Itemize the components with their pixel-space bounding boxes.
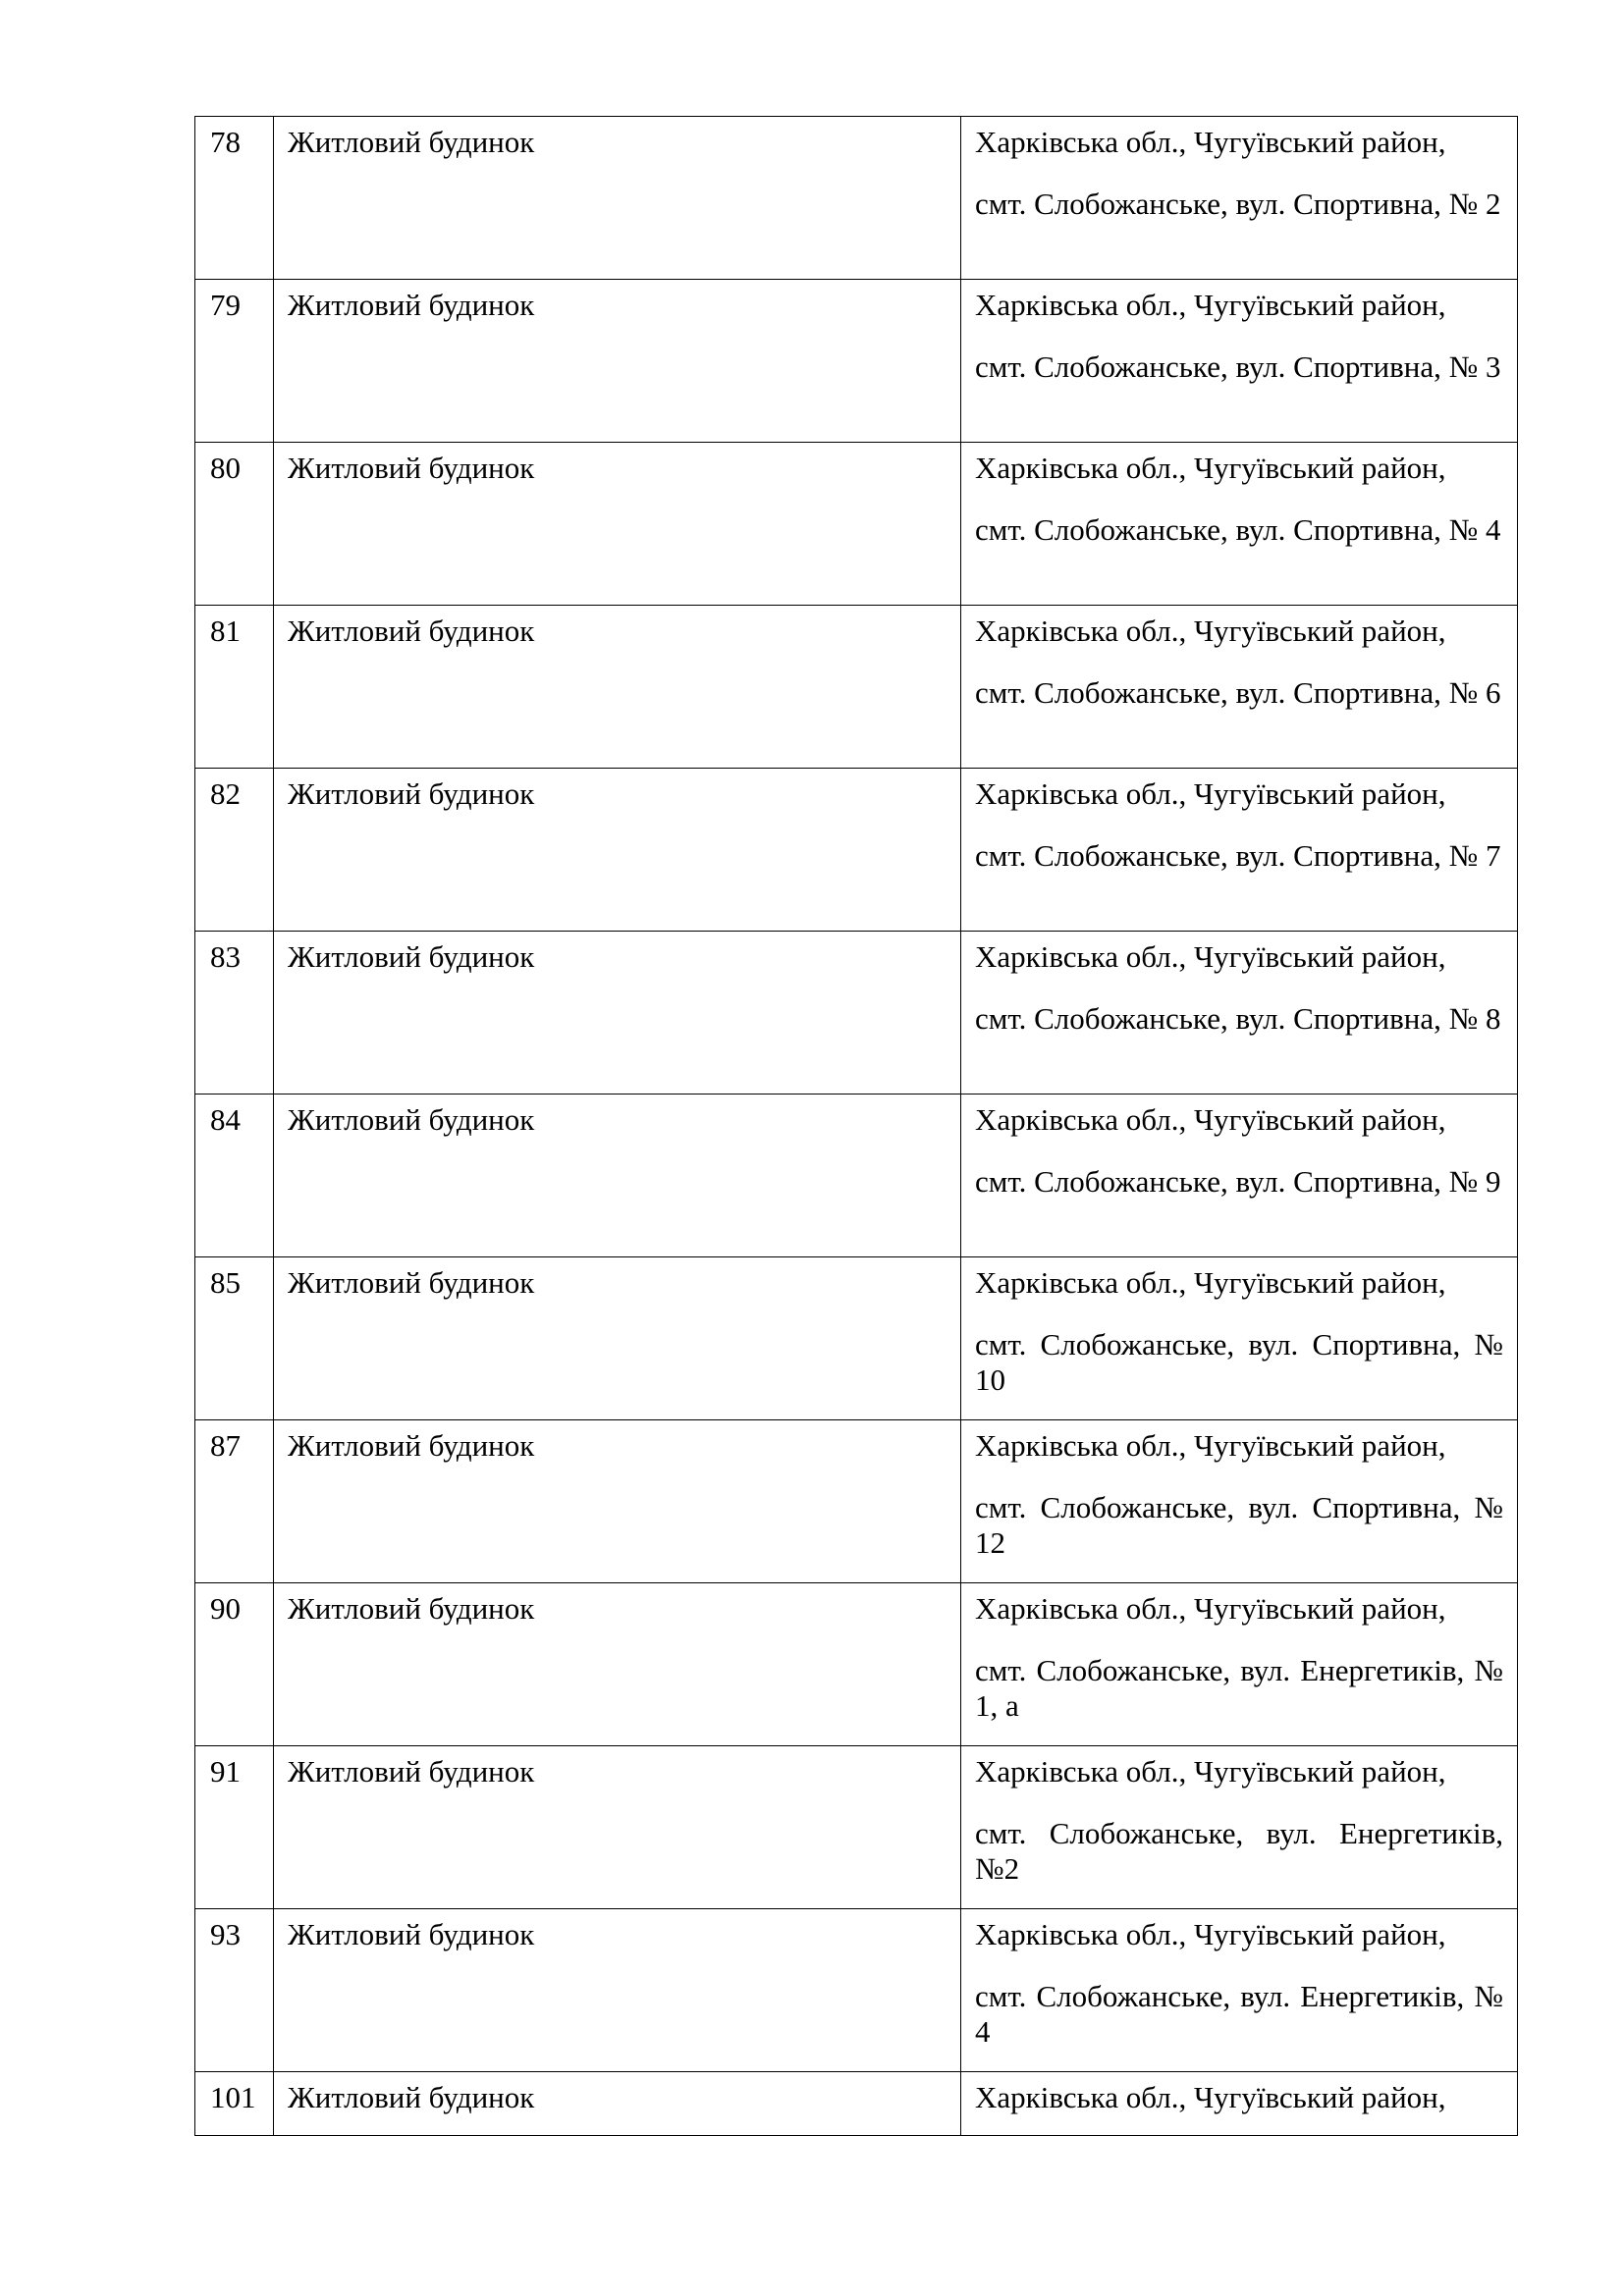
address-region: Харківська обл., Чугуївський район, [975,614,1446,648]
object-name: Житловий будинок [288,1428,535,1463]
row-number: 85 [210,1265,241,1300]
object-name: Житловий будинок [288,614,535,648]
object-name: Житловий будинок [288,1102,535,1137]
address-cell [961,932,1518,1095]
row-number-cell [195,769,274,932]
row-number-cell [195,1909,274,2072]
address-street: смт. Слобожанське, вул. Спортивна, № 8 [975,1001,1501,1036]
object-name-cell [274,117,961,280]
table-row [195,932,1518,1095]
row-number: 91 [210,1754,241,1789]
address-street: смт. Слобожанське, вул. Енергетиків, № 4 [975,1979,1503,2049]
row-number: 93 [210,1917,241,1951]
object-name: Житловий будинок [288,939,535,974]
address-region: Харківська обл., Чугуївський район, [975,776,1446,811]
row-number: 90 [210,1591,241,1626]
table-row [195,1420,1518,1583]
table-row [195,1909,1518,2072]
row-number-cell [195,1257,274,1420]
address-cell [961,1257,1518,1420]
table-row [195,117,1518,280]
object-name-cell [274,1095,961,1257]
object-name: Житловий будинок [288,451,535,485]
address-street: смт. Слобожанське, вул. Спортивна, № 7 [975,838,1501,873]
address-street: смт. Слобожанське, вул. Спортивна, № 6 [975,675,1501,710]
row-number: 81 [210,614,241,648]
object-name: Житловий будинок [288,288,535,322]
row-number: 78 [210,125,241,159]
table-row [195,1095,1518,1257]
table-row [195,769,1518,932]
object-name-cell [274,1420,961,1583]
object-name-cell [274,1909,961,2072]
row-number: 84 [210,1102,241,1137]
row-number-cell [195,1095,274,1257]
address-street: смт. Слобожанське, вул. Спортивна, № 2 [975,187,1501,221]
object-name: Житловий будинок [288,776,535,811]
object-name-cell [274,2072,961,2136]
address-region: Харківська обл., Чугуївський район, [975,1102,1446,1137]
object-name-cell [274,443,961,606]
object-name-cell [274,769,961,932]
table-row [195,280,1518,443]
row-number-cell [195,1583,274,1746]
address-region: Харківська обл., Чугуївський район, [975,1917,1446,1951]
row-number-cell [195,606,274,769]
object-name: Житловий будинок [288,1754,535,1789]
address-cell [961,606,1518,769]
address-region: Харківська обл., Чугуївський район, [975,1754,1446,1789]
row-number: 101 [210,2080,256,2114]
address-region: Харківська обл., Чугуївський район, [975,1265,1446,1300]
row-number: 82 [210,776,241,811]
address-cell [961,769,1518,932]
address-street: смт. Слобожанське, вул. Спортивна, № 10 [975,1327,1503,1397]
address-street: смт. Слобожанське, вул. Енергетиків, №2 [975,1816,1503,1886]
address-street: смт. Слобожанське, вул. Спортивна, № 9 [975,1164,1501,1199]
row-number-cell [195,1746,274,1909]
address-cell [961,117,1518,280]
table-row [195,2072,1518,2136]
row-number-cell [195,2072,274,2136]
table-row [195,443,1518,606]
row-number: 80 [210,451,241,485]
table-row [195,606,1518,769]
address-cell [961,1909,1518,2072]
object-name-cell [274,1257,961,1420]
address-cell [961,1746,1518,1909]
address-cell [961,1095,1518,1257]
address-cell [961,1420,1518,1583]
address-street: смт. Слобожанське, вул. Спортивна, № 12 [975,1490,1503,1560]
table-row [195,1746,1518,1909]
object-name-cell [274,1583,961,1746]
row-number: 87 [210,1428,241,1463]
object-name-cell [274,1746,961,1909]
object-name: Житловий будинок [288,125,535,159]
address-street: смт. Слобожанське, вул. Спортивна, № 3 [975,349,1501,384]
row-number-cell [195,443,274,606]
row-number: 79 [210,288,241,322]
address-region: Харківська обл., Чугуївський район, [975,125,1446,159]
object-name: Житловий будинок [288,2080,535,2114]
address-cell [961,443,1518,606]
address-cell [961,2072,1518,2136]
address-region: Харківська обл., Чугуївський район, [975,939,1446,974]
address-region: Харківська обл., Чугуївський район, [975,288,1446,322]
property-table [194,116,1518,2136]
row-number: 83 [210,939,241,974]
table-row [195,1257,1518,1420]
address-region: Харківська обл., Чугуївський район, [975,2080,1446,2114]
row-number-cell [195,1420,274,1583]
row-number-cell [195,280,274,443]
table-row [195,1583,1518,1746]
object-name-cell [274,932,961,1095]
object-name: Житловий будинок [288,1917,535,1951]
object-name: Житловий будинок [288,1591,535,1626]
address-street: смт. Слобожанське, вул. Спортивна, № 4 [975,512,1501,547]
address-region: Харківська обл., Чугуївський район, [975,1591,1446,1626]
address-cell [961,280,1518,443]
object-name-cell [274,280,961,443]
address-cell [961,1583,1518,1746]
row-number-cell [195,117,274,280]
row-number-cell [195,932,274,1095]
object-name: Житловий будинок [288,1265,535,1300]
object-name-cell [274,606,961,769]
address-street: смт. Слобожанське, вул. Енергетиків, № 1, а [975,1653,1503,1723]
address-region: Харківська обл., Чугуївський район, [975,1428,1446,1463]
address-region: Харківська обл., Чугуївський район, [975,451,1446,485]
